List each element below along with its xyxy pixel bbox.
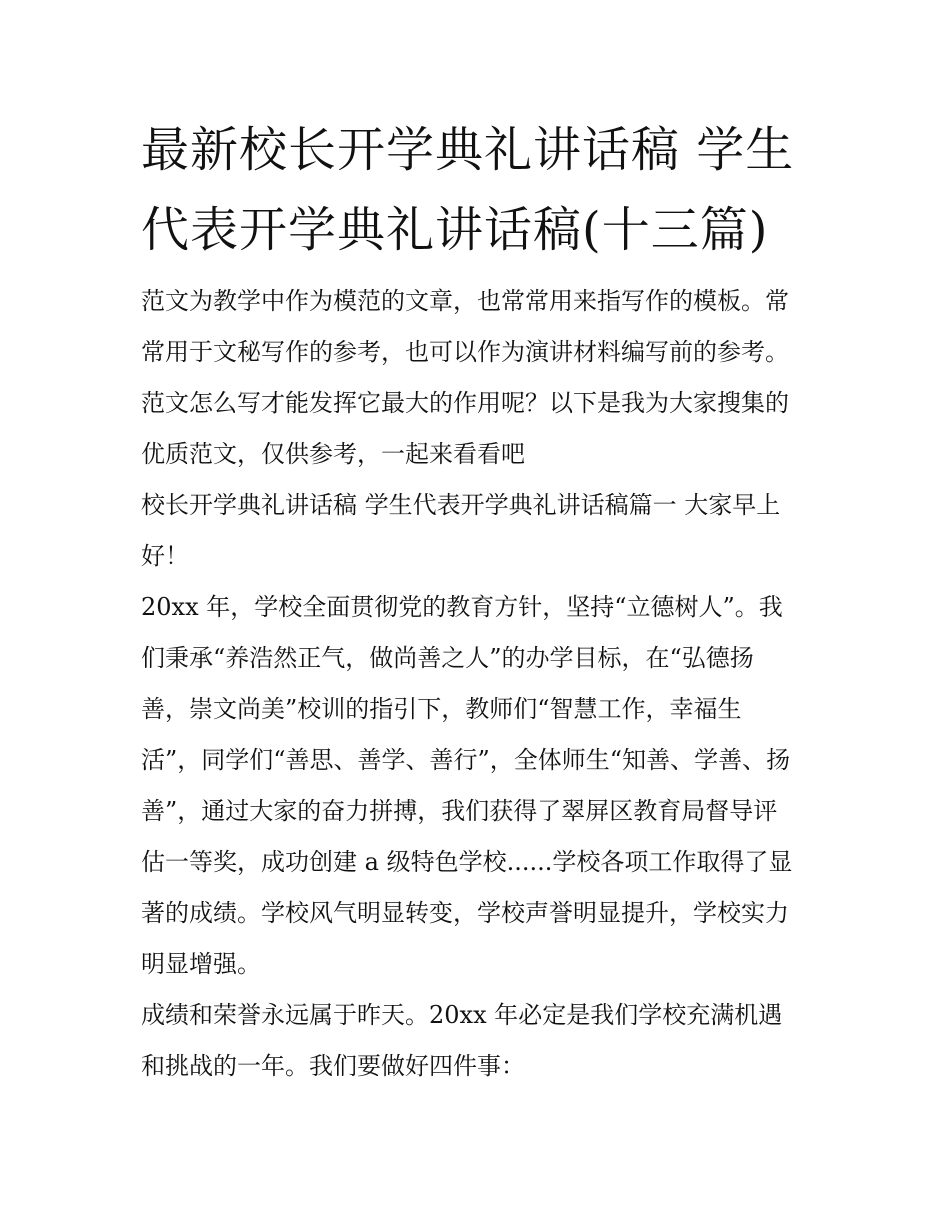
body-line: 活”，同学们“善思、善学、善行”，全体师生“知善、学善、扬: [141, 746, 791, 774]
document-title: [141, 110, 841, 270]
body-line: 著的成绩。学校风气明显转变，学校声誉明显提升，学校实力: [141, 899, 789, 927]
body-line: 范文为教学中作为模范的文章，也常常用来指写作的模板。常: [141, 287, 789, 315]
body-line: 和挑战的一年。我们要做好四件事：: [141, 1052, 525, 1080]
document-body: [141, 276, 821, 1092]
body-line: 善”，通过大家的奋力拼搏，我们获得了翠屏区教育局督导评: [141, 797, 778, 825]
body-line: 20xx 年，学校全面贯彻党的教育方针，坚持“立德树人”。我: [141, 593, 783, 621]
body-line: 善，崇文尚美”校训的指引下，教师们“智慧工作，幸福生: [141, 695, 742, 723]
body-line: 好！: [141, 542, 189, 570]
title-line: 代表开学典礼讲话稿(十三篇): [141, 202, 769, 258]
body-line: 校长开学典礼讲话稿 学生代表开学典礼讲话稿篇一 大家早上: [141, 491, 781, 519]
body-line: 估一等奖，成功创建 a 级特色学校......学校各项工作取得了显: [141, 848, 793, 876]
body-line: 优质范文，仅供参考，一起来看看吧: [141, 440, 525, 468]
body-line: 范文怎么写才能发挥它最大的作用呢？以下是我为大家搜集的: [141, 389, 789, 417]
body-line: 们秉承“养浩然正气，做尚善之人”的办学目标，在“弘德扬: [141, 644, 754, 672]
body-line: 明显增强。: [141, 950, 261, 978]
body-line: 常用于文秘写作的参考，也可以作为演讲材料编写前的参考。: [141, 338, 789, 366]
body-line: 成绩和荣誉永远属于昨天。20xx 年必定是我们学校充满机遇: [141, 1001, 783, 1029]
title-line: 最新校长开学典礼讲话稿 学生: [141, 122, 795, 178]
